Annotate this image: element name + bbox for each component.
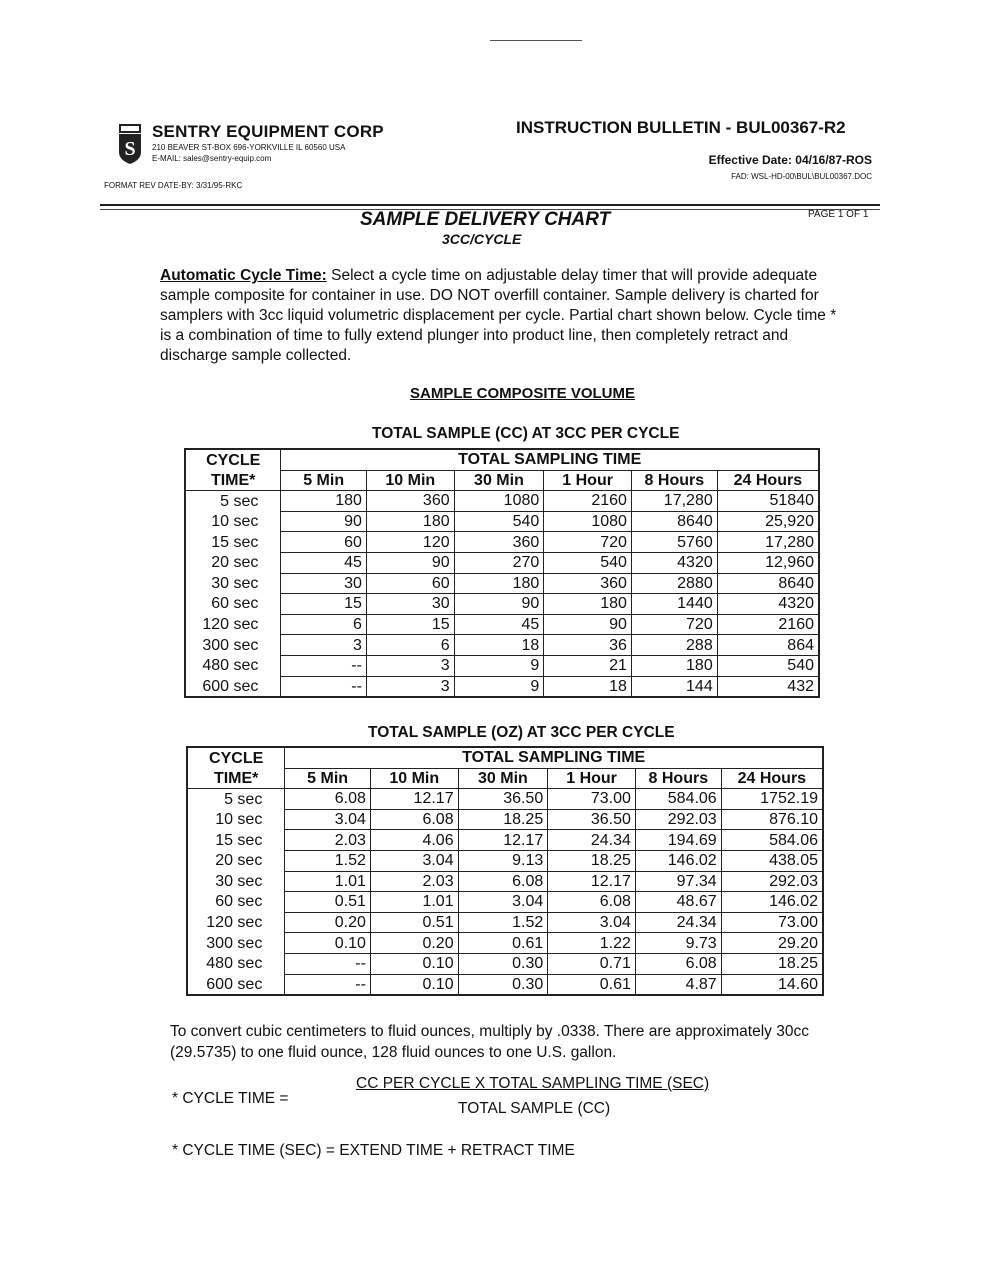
table-row: [187, 953, 823, 974]
value-cell: 30: [281, 573, 367, 594]
intro-text: Select a cycle time on adjustable delay timer that will provide adequate sample composite for container in use. DO NOT overfill container. Sample delivery is charted for samplers with 3cc liquid volumetric displacement per cycle. Partial chart shown below. Cycle time * is a combination of time to fully extend plunger into product line, then completely retract and discharge sample collected.: [160, 267, 837, 364]
company-name: SENTRY EQUIPMENT CORP: [152, 122, 384, 141]
value-cell: 3.04: [370, 850, 458, 871]
value-cell: 60: [281, 532, 367, 553]
value-cell: 0.61: [548, 974, 636, 995]
value-cell: 9: [454, 655, 544, 676]
value-cell: 1440: [631, 594, 717, 615]
value-cell: 0.10: [370, 953, 458, 974]
value-cell: 194.69: [635, 830, 721, 851]
table-row: [187, 933, 823, 954]
cycle-time-cell: 120 sec: [185, 614, 281, 635]
value-cell: 18.25: [458, 809, 548, 830]
value-cell: 90: [544, 614, 632, 635]
column-header: 30 Min: [454, 470, 544, 491]
cycle-time-cell: 5 sec: [187, 789, 285, 810]
value-cell: 0.10: [370, 974, 458, 995]
value-cell: 584.06: [721, 830, 823, 851]
document-subtitle: 3CC/CYCLE: [442, 231, 522, 247]
page-number: PAGE 1 OF 1: [808, 209, 869, 220]
value-cell: 12.17: [458, 830, 548, 851]
cycle-header: CYCLE: [185, 449, 281, 470]
value-cell: 3.04: [285, 809, 371, 830]
value-cell: 6.08: [370, 809, 458, 830]
value-cell: 90: [454, 594, 544, 615]
value-cell: 9: [454, 676, 544, 697]
value-cell: 90: [366, 552, 454, 573]
value-cell: 1.52: [458, 912, 548, 933]
value-cell: 9.73: [635, 933, 721, 954]
table-row: [187, 850, 823, 871]
value-cell: 3: [281, 635, 367, 656]
value-cell: 438.05: [721, 850, 823, 871]
column-header: 1 Hour: [544, 470, 632, 491]
value-cell: 21: [544, 655, 632, 676]
table-oz-title: TOTAL SAMPLE (OZ) AT 3CC PER CYCLE: [368, 724, 675, 741]
value-cell: 360: [366, 491, 454, 512]
value-cell: 0.10: [285, 933, 371, 954]
cycle-header-time: TIME*: [187, 768, 285, 789]
cycle-time-cell: 20 sec: [187, 850, 285, 871]
cycle-time-cell: 5 sec: [185, 491, 281, 512]
value-cell: 48.67: [635, 892, 721, 913]
cycle-time-cell: 60 sec: [187, 892, 285, 913]
cycle-time-cell: 300 sec: [185, 635, 281, 656]
table-row: [187, 974, 823, 995]
cycle-time-cell: 30 sec: [185, 573, 281, 594]
value-cell: 4320: [631, 552, 717, 573]
value-cell: 292.03: [635, 809, 721, 830]
value-cell: 6.08: [285, 789, 371, 810]
table-cc-body: [185, 491, 819, 697]
value-cell: --: [285, 953, 371, 974]
column-header: 8 Hours: [635, 768, 721, 789]
column-header: 5 Min: [281, 470, 367, 491]
cycle-time-cell: 15 sec: [185, 532, 281, 553]
value-cell: 18.25: [548, 850, 636, 871]
value-cell: 3: [366, 676, 454, 697]
formula-label: * CYCLE TIME =: [172, 1090, 289, 1107]
value-cell: 3: [366, 655, 454, 676]
value-cell: 14.60: [721, 974, 823, 995]
cycle-time-cell: 60 sec: [185, 594, 281, 615]
value-cell: 36: [544, 635, 632, 656]
sentry-shield-logo-icon: [118, 124, 142, 164]
table-oz-body: [187, 789, 823, 995]
value-cell: 720: [631, 614, 717, 635]
cycle-time-cell: 10 sec: [185, 511, 281, 532]
cycle-time-cell: 300 sec: [187, 933, 285, 954]
value-cell: 15: [281, 594, 367, 615]
value-cell: 18: [544, 676, 632, 697]
value-cell: 864: [717, 635, 819, 656]
cycle-time-cell: 15 sec: [187, 830, 285, 851]
formula-numerator: CC PER CYCLE X TOTAL SAMPLING TIME (SEC): [356, 1075, 710, 1092]
intro-lead: Automatic Cycle Time:: [160, 267, 327, 284]
cycle-time-cell: 120 sec: [187, 912, 285, 933]
value-cell: 0.51: [370, 912, 458, 933]
column-header: 8 Hours: [631, 470, 717, 491]
formula-denominator: TOTAL SAMPLE (CC): [458, 1100, 611, 1117]
value-cell: 97.34: [635, 871, 721, 892]
column-header: 10 Min: [366, 470, 454, 491]
table-cc-title: TOTAL SAMPLE (CC) AT 3CC PER CYCLE: [372, 425, 680, 442]
column-header: 5 Min: [285, 768, 371, 789]
value-cell: 144: [631, 676, 717, 697]
value-cell: 360: [454, 532, 544, 553]
value-cell: 90: [281, 511, 367, 532]
value-cell: 12.17: [370, 789, 458, 810]
value-cell: 1.52: [285, 850, 371, 871]
column-header: 1 Hour: [548, 768, 636, 789]
svg-text:S: S: [124, 138, 136, 160]
value-cell: 18: [454, 635, 544, 656]
value-cell: 120: [366, 532, 454, 553]
sampling-time-header: TOTAL SAMPLING TIME: [281, 449, 819, 470]
table-row: [185, 532, 819, 553]
value-cell: 0.30: [458, 953, 548, 974]
company-email: E-MAIL: sales@sentry-equip.com: [152, 154, 272, 163]
value-cell: 0.61: [458, 933, 548, 954]
section-title: SAMPLE COMPOSITE VOLUME: [410, 385, 636, 402]
table-row: [185, 573, 819, 594]
cycle-time-cell: 30 sec: [187, 871, 285, 892]
value-cell: 1752.19: [721, 789, 823, 810]
value-cell: 1.01: [285, 871, 371, 892]
value-cell: 4320: [717, 594, 819, 615]
document-title: SAMPLE DELIVERY CHART: [360, 209, 611, 230]
value-cell: 6.08: [548, 892, 636, 913]
value-cell: --: [281, 655, 367, 676]
conversion-note: To convert cubic centimeters to fluid ounces, multiply by .0338. There are approximately 30cc (29.5735) to one fluid ounce, 128 fluid ounces to one U.S. gallon.: [170, 1023, 809, 1061]
value-cell: 180: [281, 491, 367, 512]
value-cell: 2160: [544, 491, 632, 512]
value-cell: 6.08: [458, 871, 548, 892]
cycle-time-cell: 20 sec: [185, 552, 281, 573]
cycle-header-time: TIME*: [185, 470, 281, 491]
value-cell: 3.04: [548, 912, 636, 933]
column-header: 30 Min: [458, 768, 548, 789]
value-cell: 292.03: [721, 871, 823, 892]
value-cell: 876.10: [721, 809, 823, 830]
value-cell: 146.02: [721, 892, 823, 913]
value-cell: 60: [366, 573, 454, 594]
value-cell: 180: [366, 511, 454, 532]
table-row: [185, 491, 819, 512]
value-cell: 540: [717, 655, 819, 676]
table-row: [185, 635, 819, 656]
value-cell: 4.87: [635, 974, 721, 995]
column-header: 24 Hours: [717, 470, 819, 491]
table-row: [185, 655, 819, 676]
table-row: [185, 614, 819, 635]
fad-path: FAD: WSL-HD-00\BUL\BUL00367.DOC: [731, 172, 872, 181]
value-cell: 36.50: [458, 789, 548, 810]
value-cell: 0.20: [285, 912, 371, 933]
value-cell: 24.34: [635, 912, 721, 933]
table-row: [185, 676, 819, 697]
value-cell: 1.01: [370, 892, 458, 913]
value-cell: 6: [366, 635, 454, 656]
value-cell: 18.25: [721, 953, 823, 974]
value-cell: 0.71: [548, 953, 636, 974]
table-cc: [184, 448, 820, 698]
table-row: [187, 912, 823, 933]
value-cell: 720: [544, 532, 632, 553]
cycle-time-cell: 600 sec: [187, 974, 285, 995]
cycle-time-cell: 480 sec: [187, 953, 285, 974]
table-row: [185, 552, 819, 573]
value-cell: 15: [366, 614, 454, 635]
format-rev-date: FORMAT REV DATE-BY: 3/31/95-RKC: [104, 181, 243, 190]
table-row: [185, 511, 819, 532]
value-cell: 1.22: [548, 933, 636, 954]
value-cell: 6: [281, 614, 367, 635]
value-cell: 17,280: [631, 491, 717, 512]
cycle-time-cell: 480 sec: [185, 655, 281, 676]
value-cell: 4.06: [370, 830, 458, 851]
value-cell: --: [281, 676, 367, 697]
value-cell: 288: [631, 635, 717, 656]
value-cell: 45: [454, 614, 544, 635]
company-address: 210 BEAVER ST-BOX 696-YORKVILLE IL 60560 USA: [152, 143, 346, 152]
value-cell: 17,280: [717, 532, 819, 553]
value-cell: 0.20: [370, 933, 458, 954]
table-row: [187, 789, 823, 810]
value-cell: 73.00: [721, 912, 823, 933]
value-cell: 2.03: [370, 871, 458, 892]
value-cell: 180: [631, 655, 717, 676]
value-cell: 9.13: [458, 850, 548, 871]
table-oz: [186, 746, 824, 996]
table-row: [187, 892, 823, 913]
value-cell: 0.30: [458, 974, 548, 995]
value-cell: 12.17: [548, 871, 636, 892]
formula-cycle-time-sec: * CYCLE TIME (SEC) = EXTEND TIME + RETRACT TIME: [172, 1142, 575, 1159]
value-cell: 1080: [544, 511, 632, 532]
value-cell: 0.51: [285, 892, 371, 913]
intro-paragraph: [160, 266, 840, 366]
top-decorative-rule: [490, 40, 582, 41]
value-cell: 5760: [631, 532, 717, 553]
value-cell: 540: [544, 552, 632, 573]
value-cell: 25,920: [717, 511, 819, 532]
value-cell: 270: [454, 552, 544, 573]
value-cell: 180: [544, 594, 632, 615]
cycle-header: CYCLE: [187, 747, 285, 768]
value-cell: 360: [544, 573, 632, 594]
column-header: 24 Hours: [721, 768, 823, 789]
value-cell: 584.06: [635, 789, 721, 810]
table-row: [187, 871, 823, 892]
column-header: 10 Min: [370, 768, 458, 789]
effective-date: Effective Date: 04/16/87-ROS: [708, 153, 872, 167]
value-cell: 2160: [717, 614, 819, 635]
value-cell: 8640: [631, 511, 717, 532]
table-row: [187, 809, 823, 830]
value-cell: 2.03: [285, 830, 371, 851]
table-row: [185, 594, 819, 615]
value-cell: 6.08: [635, 953, 721, 974]
bulletin-title: INSTRUCTION BULLETIN - BUL00367-R2: [516, 118, 846, 137]
cycle-time-cell: 600 sec: [185, 676, 281, 697]
cycle-time-cell: 10 sec: [187, 809, 285, 830]
value-cell: 45: [281, 552, 367, 573]
value-cell: 30: [366, 594, 454, 615]
value-cell: --: [285, 974, 371, 995]
value-cell: 24.34: [548, 830, 636, 851]
table-row: [187, 830, 823, 851]
value-cell: 540: [454, 511, 544, 532]
header-divider: [100, 204, 880, 206]
value-cell: 51840: [717, 491, 819, 512]
value-cell: 180: [454, 573, 544, 594]
value-cell: 432: [717, 676, 819, 697]
value-cell: 3.04: [458, 892, 548, 913]
value-cell: 8640: [717, 573, 819, 594]
value-cell: 12,960: [717, 552, 819, 573]
value-cell: 29.20: [721, 933, 823, 954]
sampling-time-header: TOTAL SAMPLING TIME: [285, 747, 823, 768]
value-cell: 146.02: [635, 850, 721, 871]
value-cell: 73.00: [548, 789, 636, 810]
value-cell: 36.50: [548, 809, 636, 830]
value-cell: 1080: [454, 491, 544, 512]
value-cell: 2880: [631, 573, 717, 594]
